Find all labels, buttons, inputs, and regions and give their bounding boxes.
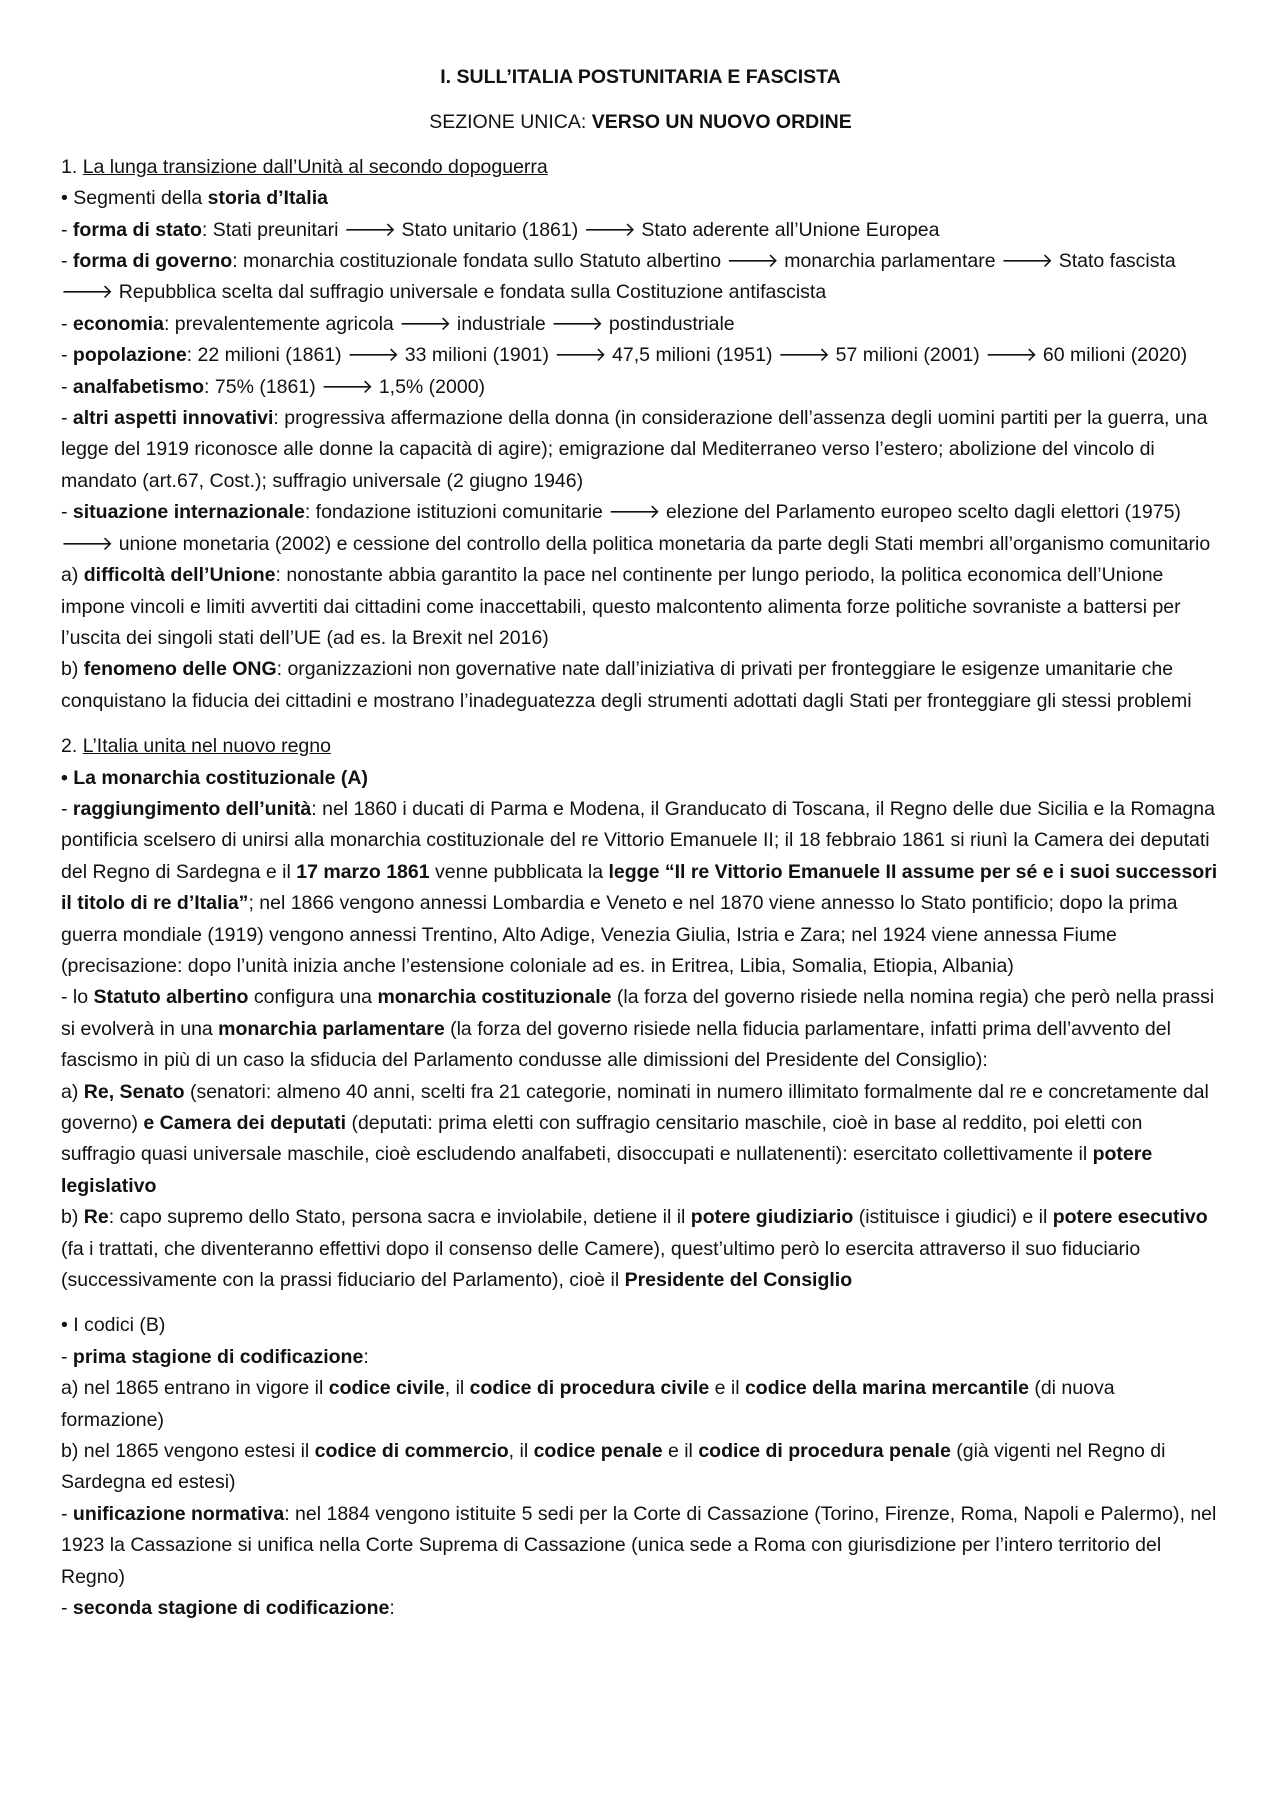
- item-codici-1865-a: a) nel 1865 entrano in vigore il codice civile, il codice di procedura civile e il codice della marina mercantile (di nuova formazione): [61, 1377, 1115, 1431]
- section-2-heading: 2. L’Italia unita nel nuovo regno: [61, 735, 331, 758]
- bullet-storia: • Segmenti della storia d’Italia: [61, 187, 328, 210]
- section-1-heading: 1. La lunga transizione dall’Unità al secondo dopoguerra: [61, 155, 548, 178]
- item-potere-legislativo: a) Re, Senato (senatori: almeno 40 anni, scelti fra 21 categorie, nominati in numero illimitato formalmente dal re e concretamente dal governo) e Camera dei deputati (deputati: prima eletti con suffragio censitario maschile, cioè in base al reddito, poi eletti con suffragio quasi universale maschile, cioè escludendo analfabeti, disoccupati e nullatenenti): esercitato collettivamente il potere legislativo: [61, 1080, 1209, 1197]
- item-altri-aspetti: - altri aspetti innovativi: progressiva affermazione della donna (in considerazione dell’assenza degli uomini partiti per la guerra, una legge del 1919 riconosce alle donne la capacità di agire); emigrazione dal Mediterraneo verso l’estero; abolizione del vincolo di mandato (art.67, Cost.); suffragio universale (2 giugno 1946): [61, 407, 1208, 492]
- item-forma-governo: - forma di governo: monarchia costituzionale fondata sullo Statuto albertino 🡒 monarchia parlamentare 🡒 Stato fascista 🡒 Repubblica scelta dal suffragio universale e fondata sulla Costituzione antifascista: [61, 250, 1176, 304]
- item-seconda-stagione: - seconda stagione di codificazione:: [61, 1597, 395, 1620]
- item-analfabetismo: - analfabetismo: 75% (1861) 🡒 1,5% (2000): [61, 375, 486, 398]
- item-situazione-internazionale: - situazione internazionale: fondazione istituzioni comunitarie 🡒 elezione del Parlamento europeo scelto dagli elettori (1975) 🡒 unione monetaria (2002) e cessione del controllo della politica monetaria da parte degli Stati membri all’organismo comunitario: [61, 501, 1211, 555]
- item-fenomeno-ong: b) fenomeno delle ONG: organizzazioni non governative nate dall’iniziativa di privati per fronteggiare le esigenze umanitarie che conquistano la fiducia dei cittadini e mostrano l’inadeguatezza degli strumenti adottati dagli Stati per fronteggiare gli stessi problemi: [61, 658, 1192, 712]
- item-statuto-albertino: - lo Statuto albertino configura una monarchia costituzionale (la forza del governo risiede nella nomina regia) che però nella prassi si evolverà in una monarchia parlamentare (la forza del governo risiede nella fiducia parlamentare, infatti prima dell’avvento del fascismo in più di un caso la sfiducia del Parlamento condusse alle dimissioni del Presidente del Consiglio):: [61, 986, 1215, 1072]
- item-prima-stagione: - prima stagione di codificazione:: [61, 1345, 369, 1368]
- item-codici-1865-b: b) nel 1865 vengono estesi il codice di commercio, il codice penale e il codice di procedura penale (già vigenti nel Regno di Sardegna ed estesi): [61, 1440, 1166, 1494]
- item-economia: - economia: prevalentemente agricola 🡒 industriale 🡒 postindustriale: [61, 312, 735, 335]
- document-title: I. SULL’ITALIA POSTUNITARIA E FASCISTA: [440, 66, 841, 88]
- bullet-monarchia: • La monarchia costituzionale (A): [61, 766, 368, 789]
- item-difficolta-unione: a) difficoltà dell’Unione: nonostante abbia garantito la pace nel continente per lungo periodo, la politica economica dell’Unione impone vincoli e limiti avvertiti dai cittadini come inaccettabili, questo malcontento alimenta forze politiche sovraniste a battersi per l’uscita dei singoli stati dell’UE (ad es. la Brexit nel 2016): [61, 564, 1181, 649]
- item-forma-stato: - forma di stato: Stati preunitari 🡒 Stato unitario (1861) 🡒 Stato aderente all’Unione Europea: [61, 218, 940, 241]
- item-popolazione: - popolazione: 22 milioni (1861) 🡒 33 milioni (1901) 🡒 47,5 milioni (1951) 🡒 57 milioni (2001) 🡒 60 milioni (2020): [61, 344, 1188, 367]
- item-raggiungimento-unita: - raggiungimento dell’unità: nel 1860 i ducati di Parma e Modena, il Granducato di Toscana, il Regno delle due Sicilia e la Romagna pontificia scelsero di unirsi alla monarchia costituzionale del re Vittorio Emanuele II; il 18 febbraio 1861 si riunì la Camera dei deputati del Regno di Sardegna e il 17 marzo 1861 venne pubblicata la legge “Il re Vittorio Emanuele II assume per sé e i suoi successori il titolo di re d’Italia”; nel 1866 vengono annessi Lombardia e Veneto e nel 1870 viene annesso lo Stato pontificio; dopo la prima guerra mondiale (1919) vengono annessi Trentino, Alto Adige, Venezia Giulia, Istria e Zara; nel 1924 viene annessa Fiume (precisazione: dopo l’unità inizia anche l’estensione coloniale ad es. in Eritrea, Libia, Somalia, Etiopia, Albania): [61, 797, 1218, 977]
- item-unificazione-normativa: - unificazione normativa: nel 1884 vengono istituite 5 sedi per la Corte di Cassazione (Torino, Firenze, Roma, Napoli e Palermo), nel 1923 la Cassazione si unifica nella Corte Suprema di Cassazione (unica sede a Roma con giurisdizione per l’intero territorio del Regno): [61, 1502, 1217, 1588]
- bullet-codici: • I codici (B): [61, 1314, 166, 1337]
- section-subtitle: SEZIONE UNICA: VERSO UN NUOVO ORDINE: [429, 111, 852, 134]
- item-re-poteri: b) Re: capo supremo dello Stato, persona sacra e inviolabile, detiene il il potere giudiziario (istituisce i giudici) e il potere esecutivo (fa i trattati, che diventeranno effettivi dopo il consenso delle Camere), quest’ultimo però lo esercita attraverso il suo fiduciario (successivamente con la prassi fiduciario del Parlamento), cioè il Presidente del Consiglio: [61, 1206, 1208, 1292]
